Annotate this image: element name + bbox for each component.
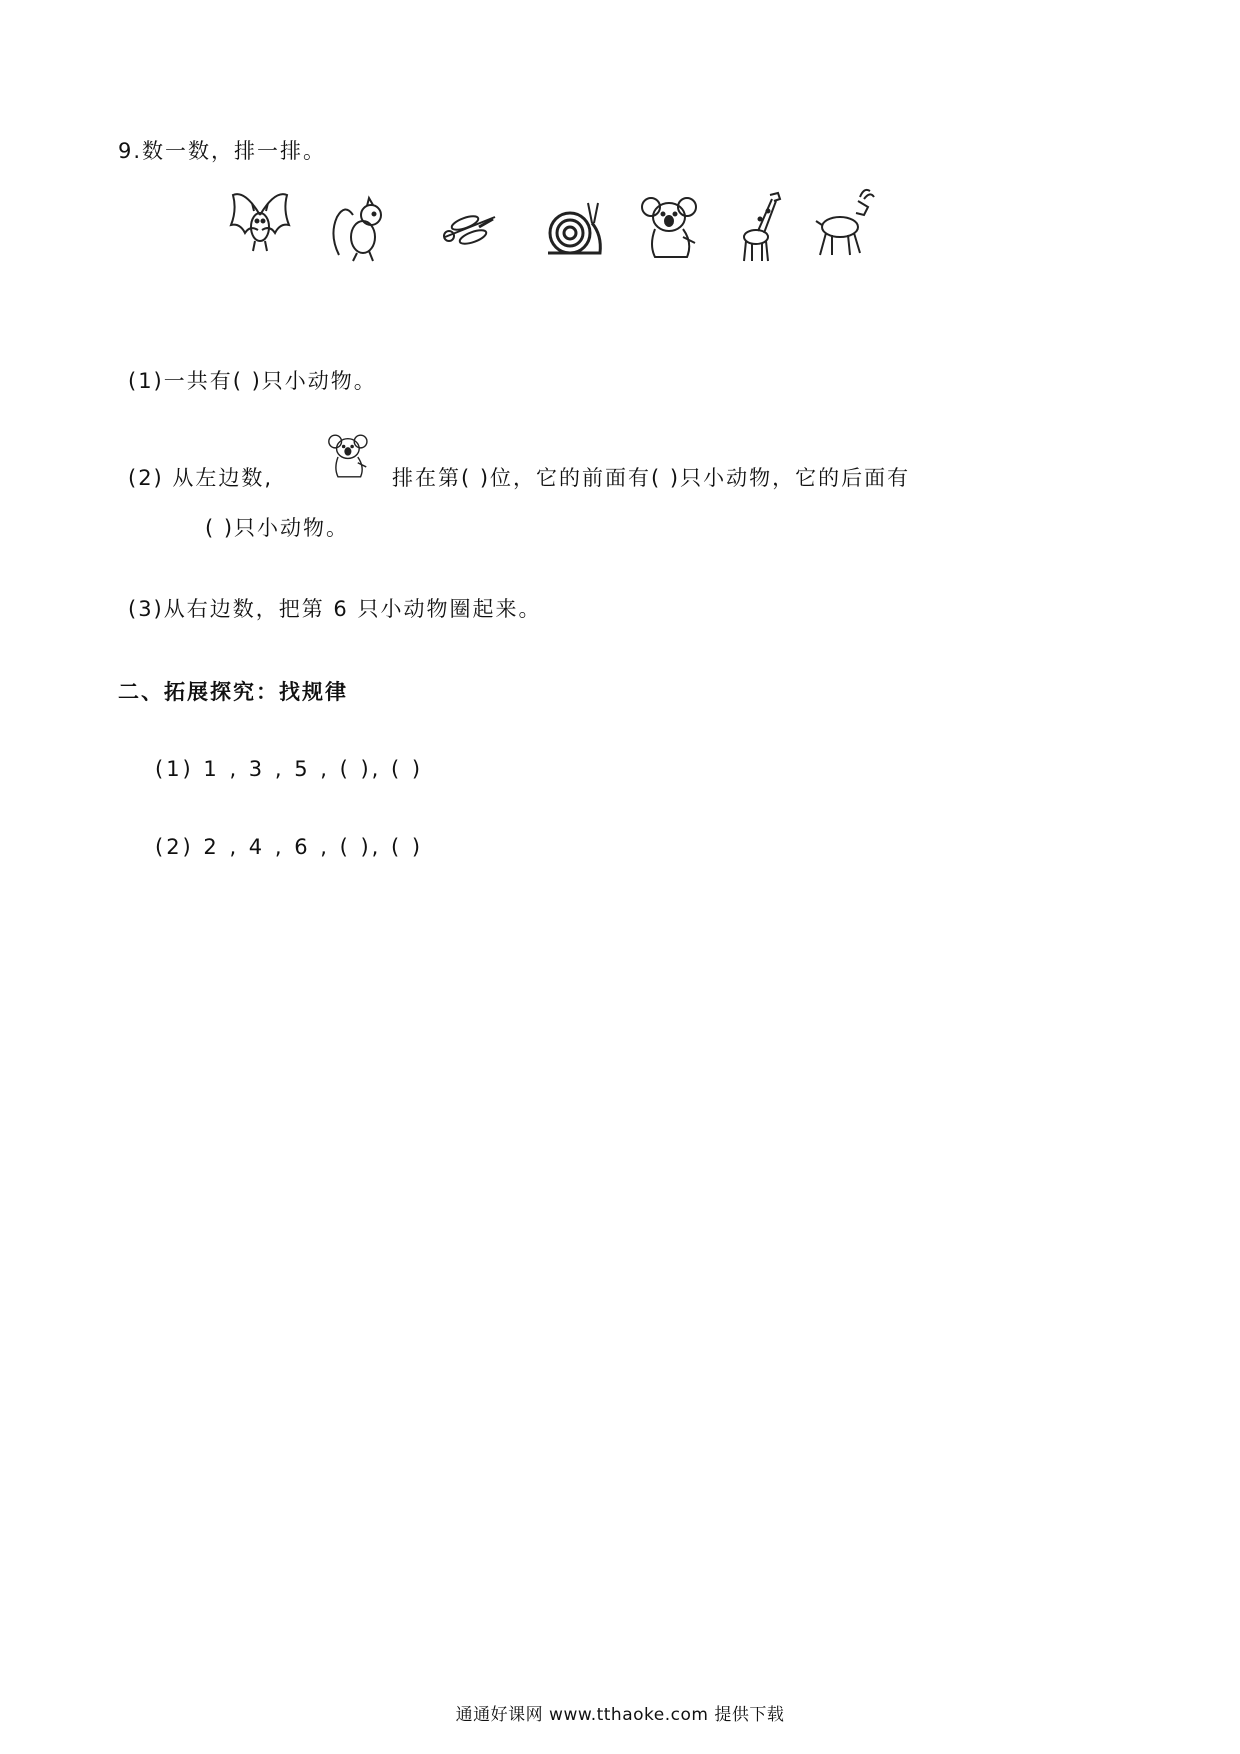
sequence-2: (2) 2 , 4 , 6 , ( ), ( ) bbox=[155, 835, 424, 859]
squirrel-icon bbox=[327, 185, 397, 270]
question-9-part-1: (1)一共有( )只小动物。 bbox=[128, 369, 377, 393]
page-footer: 通通好课网 www.tthaoke.com 提供下载 bbox=[455, 1705, 785, 1725]
snail-icon bbox=[540, 185, 610, 270]
goat-icon bbox=[810, 185, 880, 270]
question-9-part-2-rest: 排在第( )位，它的前面有( )只小动物，它的后面有 bbox=[392, 466, 911, 490]
question-9-part-3: (3)从右边数，把第 6 只小动物圈起来。 bbox=[128, 597, 542, 621]
question-9-title: 9.数一数，排一排。 bbox=[118, 139, 327, 163]
dragonfly-icon bbox=[435, 185, 505, 270]
animal-row bbox=[225, 185, 865, 275]
question-9-part-2-end: ( )只小动物。 bbox=[205, 516, 350, 540]
koala-inline-icon bbox=[322, 426, 378, 486]
giraffe-icon bbox=[730, 185, 800, 270]
question-9-part-2-start: (2) 从左边数, bbox=[128, 466, 274, 490]
koala-icon bbox=[637, 185, 707, 270]
sequence-1: (1) 1 , 3 , 5 , ( ), ( ) bbox=[155, 757, 424, 781]
section-2-title: 二、拓展探究：找规律 bbox=[118, 680, 348, 704]
bat-icon bbox=[225, 185, 295, 270]
